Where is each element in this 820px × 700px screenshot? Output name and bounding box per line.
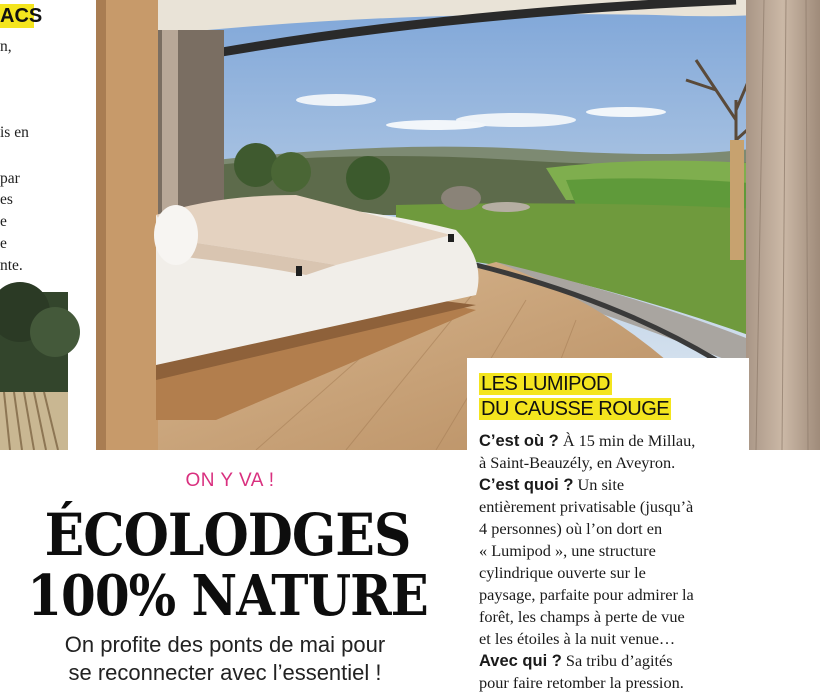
info-line: entièrement privatisable (jusqu’à	[479, 497, 694, 516]
deck-line-2: se reconnecter avec l’essentiel !	[68, 660, 382, 685]
info-line: 4 personnes) où l’on dort en	[479, 519, 663, 538]
previous-article-line: is en	[0, 124, 29, 141]
previous-article-line: e	[0, 235, 7, 252]
info-line: pour faire retomber la pression.	[479, 673, 684, 692]
info-line	[479, 651, 673, 671]
previous-article-tag: ACS	[0, 5, 43, 27]
info-box-title-line-2: DU CAUSSE ROUGE	[481, 398, 670, 420]
question-who: Avec qui ?	[479, 652, 562, 670]
question-where: C’est où ?	[479, 432, 559, 450]
previous-article-line: e	[0, 213, 7, 230]
info-box-title-line-1: LES LUMIPOD	[481, 373, 610, 395]
previous-article-line: par	[0, 170, 20, 187]
info-line	[479, 431, 695, 451]
info-line	[479, 475, 624, 495]
answer-text: Un site	[573, 475, 625, 494]
page-title-line-1: ÉCOLODGES	[44, 501, 411, 570]
answer-text: À 15 min de Millau,	[558, 431, 696, 450]
info-line: paysage, parfaite pour admirer la	[479, 585, 694, 604]
previous-article-column	[0, 0, 96, 450]
question-what: C’est quoi ?	[479, 476, 574, 494]
kicker: ON Y VA !	[185, 470, 275, 491]
previous-article-line: es	[0, 191, 13, 208]
info-line: forêt, les champs à perte de vue	[479, 607, 685, 626]
page-title-line-2: 100% NATURE	[27, 562, 428, 629]
previous-article-line: nte.	[0, 257, 23, 274]
answer-text: Sa tribu d’agités	[561, 651, 673, 670]
previous-article-line: n,	[0, 38, 12, 55]
info-line: « Lumipod », une structure	[479, 541, 656, 560]
info-line: cylindrique ouverte sur le	[479, 563, 646, 582]
info-line: à Saint-Beauzély, en Aveyron.	[479, 453, 676, 472]
deck-line-1: On profite des ponts de mai pour	[64, 632, 386, 657]
info-line: et les étoiles à la nuit venue…	[479, 629, 676, 648]
previous-article-photo	[0, 292, 68, 450]
